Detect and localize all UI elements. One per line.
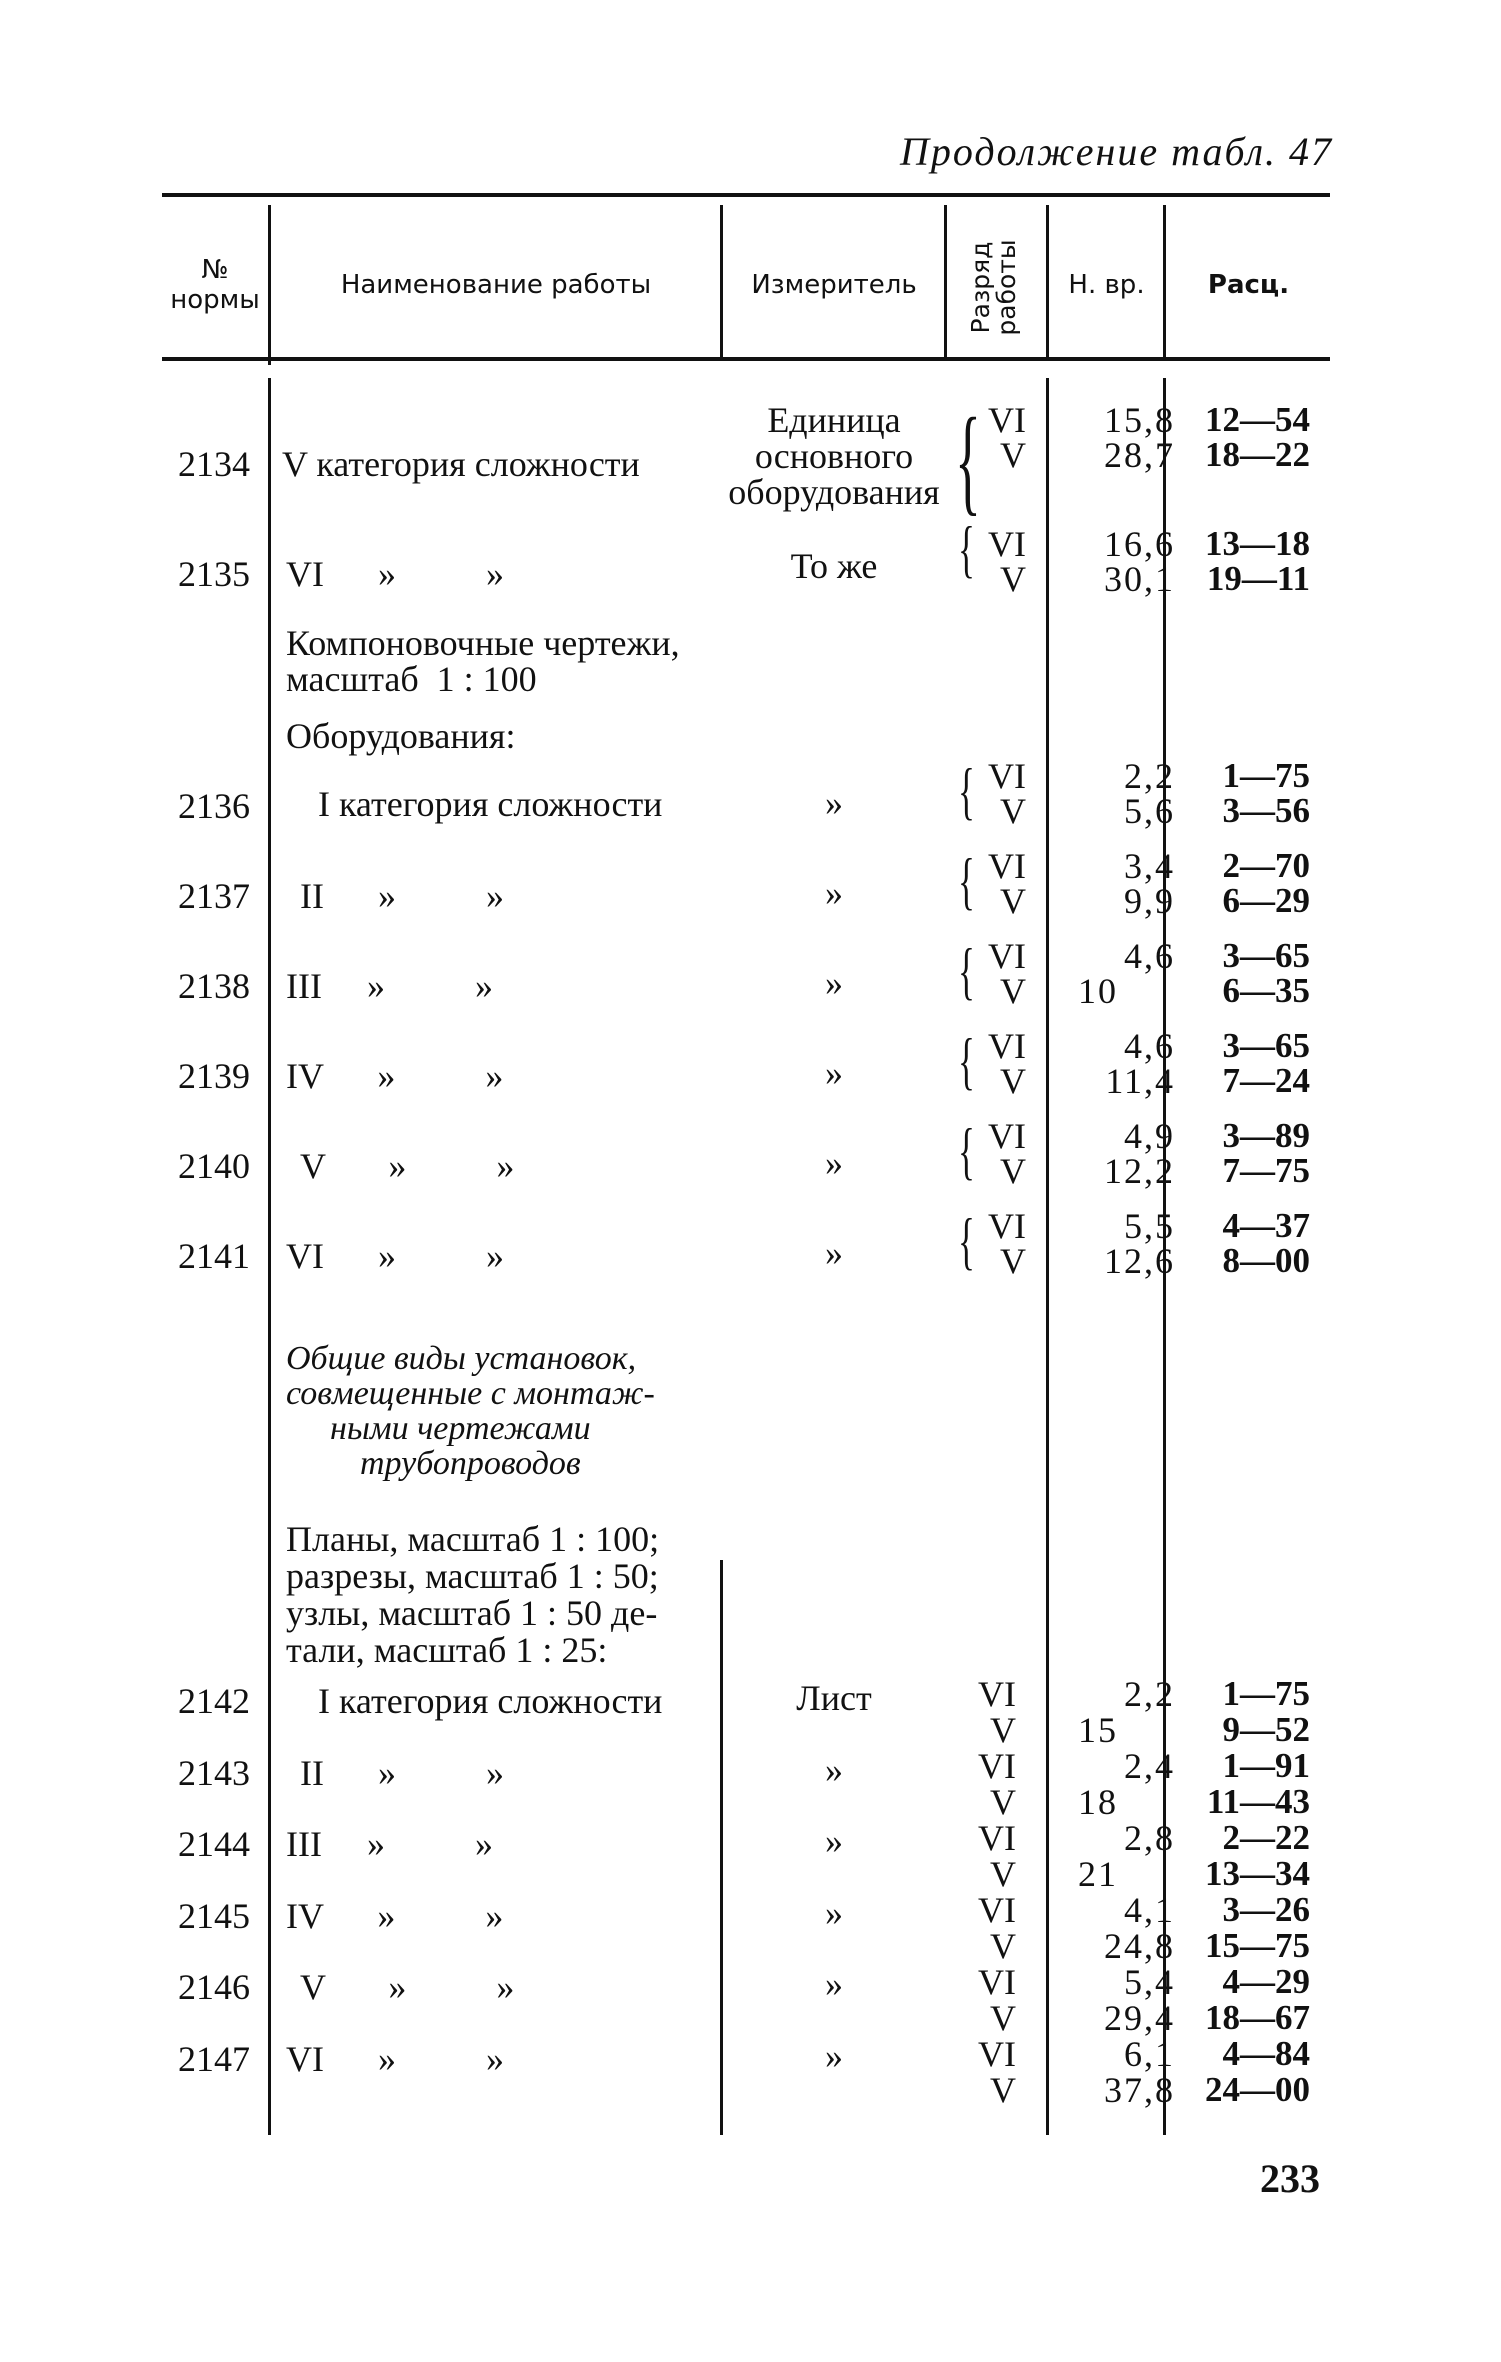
time-norm: 30,1 <box>1104 559 1175 599</box>
rate: 11—43 <box>1206 1782 1310 1821</box>
rate: 4—37 <box>1222 1206 1310 1245</box>
rate: 3—89 <box>1222 1116 1310 1155</box>
brace: { <box>958 1205 975 1276</box>
column-divider <box>1163 205 1166 360</box>
row-number: 2139 <box>178 1056 250 1096</box>
rank: VI <box>978 2034 1016 2074</box>
header-time: Н. вр. <box>1068 270 1145 300</box>
rate: 1—75 <box>1222 756 1310 795</box>
work-name: V » » <box>300 1967 515 2007</box>
rate: 2—70 <box>1222 846 1310 885</box>
column-divider <box>1046 205 1049 360</box>
rate: 19—11 <box>1206 559 1310 598</box>
rate: 2—22 <box>1222 1818 1310 1857</box>
row-number: 2137 <box>178 876 250 916</box>
row-number: 2144 <box>178 1824 250 1864</box>
time-norm: 5,4 <box>1124 1962 1175 2002</box>
brace: { <box>955 393 981 526</box>
time-norm: 4,9 <box>1124 1116 1175 1156</box>
section-heading: узлы, масштаб 1 : 50 де- <box>286 1593 658 1633</box>
column-divider <box>1046 378 1049 2135</box>
work-name: VI » » <box>286 2039 504 2079</box>
rate: 18—22 <box>1205 435 1310 474</box>
rate: 13—18 <box>1205 524 1310 563</box>
rate: 13—34 <box>1205 1854 1310 1893</box>
time-norm: 15 <box>1078 1710 1118 1750</box>
measure-unit: » <box>825 1233 843 1273</box>
section-heading: масштаб 1 : 100 <box>286 659 537 699</box>
rank: V <box>990 2070 1016 2110</box>
header-rank-line1: Разряд <box>966 241 995 334</box>
column-divider <box>720 205 723 360</box>
rate: 24—00 <box>1205 2070 1310 2109</box>
column-divider <box>268 205 271 365</box>
rank: VI <box>978 1746 1016 1786</box>
measure-unit: » <box>825 1143 843 1183</box>
rank: VI <box>988 1116 1026 1156</box>
row-number: 2147 <box>178 2039 250 2079</box>
row-number: 2136 <box>178 786 250 826</box>
row-number: 2145 <box>178 1896 250 1936</box>
time-norm: 37,8 <box>1104 2070 1175 2110</box>
measure-unit: Лист <box>796 1678 872 1718</box>
measure-unit: » <box>825 2036 843 2076</box>
time-norm: 2,2 <box>1124 756 1175 796</box>
time-norm: 2,4 <box>1124 1746 1175 1786</box>
time-norm: 5,5 <box>1124 1206 1175 1246</box>
column-divider <box>944 205 947 360</box>
rank: V <box>1000 1061 1026 1101</box>
section-heading: разрезы, масштаб 1 : 50; <box>286 1556 659 1596</box>
section-heading: Общие виды установок, <box>286 1340 637 1377</box>
row-number: 2142 <box>178 1681 250 1721</box>
time-norm: 29,4 <box>1104 1998 1175 2038</box>
rate: 7—24 <box>1222 1061 1310 1100</box>
brace: { <box>958 845 975 916</box>
brace: { <box>958 935 975 1006</box>
rank: VI <box>988 524 1026 564</box>
header-rank-line2: работы <box>992 239 1021 336</box>
header-name: Наименование работы <box>340 270 652 300</box>
rank: VI <box>988 400 1026 440</box>
brace: { <box>958 1025 975 1096</box>
rate: 1—75 <box>1222 1674 1310 1713</box>
rank: V <box>990 1998 1016 2038</box>
time-norm: 18 <box>1078 1782 1118 1822</box>
section-heading: Оборудования: <box>286 716 516 756</box>
rank: V <box>1000 971 1026 1011</box>
rank: V <box>990 1854 1016 1894</box>
measure-unit: » <box>825 963 843 1003</box>
brace: { <box>958 755 975 826</box>
rank: V <box>1000 1151 1026 1191</box>
rank: VI <box>988 756 1026 796</box>
rank: V <box>990 1710 1016 1750</box>
row-number: 2143 <box>178 1753 250 1793</box>
header-measure: Измеритель <box>751 270 917 300</box>
time-norm: 9,9 <box>1124 881 1175 921</box>
time-norm: 2,2 <box>1124 1674 1175 1714</box>
work-name: II » » <box>300 876 504 916</box>
rate: 1—91 <box>1222 1746 1310 1785</box>
rate: 7—75 <box>1222 1151 1310 1190</box>
row-number: 2140 <box>178 1146 250 1186</box>
time-norm: 2,8 <box>1124 1818 1175 1858</box>
row-number: 2134 <box>178 444 250 484</box>
time-norm: 5,6 <box>1124 791 1175 831</box>
column-divider <box>268 378 271 2135</box>
section-heading: Планы, масштаб 1 : 100; <box>286 1519 660 1559</box>
rank: VI <box>988 846 1026 886</box>
table-caption: Продолжение табл. 47 <box>900 129 1334 174</box>
time-norm: 24,8 <box>1104 1926 1175 1966</box>
measure-unit: » <box>825 1821 843 1861</box>
rate: 3—26 <box>1222 1890 1310 1929</box>
row-number: 2138 <box>178 966 250 1006</box>
measure-unit: » <box>825 1750 843 1790</box>
time-norm: 4,1 <box>1124 1890 1175 1930</box>
measure-unit: » <box>825 783 843 823</box>
rank: V <box>990 1926 1016 1966</box>
rate: 15—75 <box>1205 1926 1310 1965</box>
time-norm: 16,6 <box>1104 524 1175 564</box>
section-heading: совмещенные с монтаж- <box>286 1375 655 1412</box>
time-norm: 4,6 <box>1124 1026 1175 1066</box>
work-name: V категория сложности <box>282 444 640 484</box>
work-name: II » » <box>300 1753 504 1793</box>
rank: VI <box>978 1674 1016 1714</box>
page-number: 233 <box>1260 2156 1320 2201</box>
rank: V <box>1000 559 1026 599</box>
time-norm: 3,4 <box>1124 846 1175 886</box>
row-number: 2135 <box>178 554 250 594</box>
rate: 3—65 <box>1222 936 1310 975</box>
measure-unit: То же <box>790 546 878 586</box>
rate: 18—67 <box>1205 1998 1310 2037</box>
measure-unit: » <box>825 873 843 913</box>
header-num-line1: № <box>201 255 229 285</box>
time-norm: 28,7 <box>1104 435 1175 475</box>
work-name: I категория сложности <box>318 1681 663 1721</box>
rank: V <box>1000 1241 1026 1281</box>
header-rate: Расц. <box>1207 270 1290 300</box>
brace: { <box>958 513 975 584</box>
rate: 4—84 <box>1222 2034 1310 2073</box>
time-norm: 10 <box>1078 971 1118 1011</box>
section-heading: тали, масштаб 1 : 25: <box>286 1630 608 1670</box>
rank: VI <box>988 1026 1026 1066</box>
work-name: III » » <box>286 966 493 1006</box>
row-number: 2141 <box>178 1236 250 1276</box>
header-bottom-rule <box>162 357 1330 361</box>
rank: VI <box>978 1818 1016 1858</box>
time-norm: 12,6 <box>1104 1241 1175 1281</box>
rank: VI <box>988 936 1026 976</box>
section-heading: Компоновочные чертежи, <box>286 623 680 663</box>
column-divider <box>720 1560 723 2135</box>
work-name: VI » » <box>286 554 504 594</box>
rate: 3—56 <box>1222 791 1310 830</box>
rate: 12—54 <box>1205 400 1310 439</box>
time-norm: 15,8 <box>1104 400 1175 440</box>
row-number: 2146 <box>178 1967 250 2007</box>
work-name: IV » » <box>286 1896 504 1936</box>
measure-unit: » <box>825 1053 843 1093</box>
rate: 9—52 <box>1222 1710 1310 1749</box>
work-name: IV » » <box>286 1056 504 1096</box>
rank: V <box>1000 881 1026 921</box>
work-name: V » » <box>300 1146 515 1186</box>
measure-unit: » <box>825 1964 843 2004</box>
rank: VI <box>978 1962 1016 2002</box>
rate: 6—29 <box>1222 881 1310 920</box>
measure-unit: Единица основного оборудования <box>728 400 940 512</box>
rate: 4—29 <box>1222 1962 1310 2001</box>
time-norm: 11,4 <box>1105 1061 1175 1101</box>
work-name: III » » <box>286 1824 493 1864</box>
rank: V <box>1000 791 1026 831</box>
rank: VI <box>988 1206 1026 1246</box>
header-num <box>162 255 268 315</box>
work-name: I категория сложности <box>318 784 663 824</box>
measure-unit: » <box>825 1893 843 1933</box>
rank: V <box>1000 435 1026 475</box>
header-num-line2: нормы <box>170 285 260 315</box>
rate: 3—65 <box>1222 1026 1310 1065</box>
rate: 8—00 <box>1222 1241 1310 1280</box>
work-name: VI » » <box>286 1236 504 1276</box>
rate: 6—35 <box>1222 971 1310 1010</box>
rank: V <box>990 1782 1016 1822</box>
header-rank <box>968 225 1020 350</box>
brace: { <box>958 1115 975 1186</box>
time-norm: 12,2 <box>1104 1151 1175 1191</box>
rank: VI <box>978 1890 1016 1930</box>
time-norm: 6,1 <box>1124 2034 1175 2074</box>
section-heading: трубопроводов <box>360 1445 581 1482</box>
table-top-rule <box>162 193 1330 197</box>
section-heading: ными чертежами <box>330 1410 591 1447</box>
time-norm: 4,6 <box>1124 936 1175 976</box>
time-norm: 21 <box>1078 1854 1118 1894</box>
